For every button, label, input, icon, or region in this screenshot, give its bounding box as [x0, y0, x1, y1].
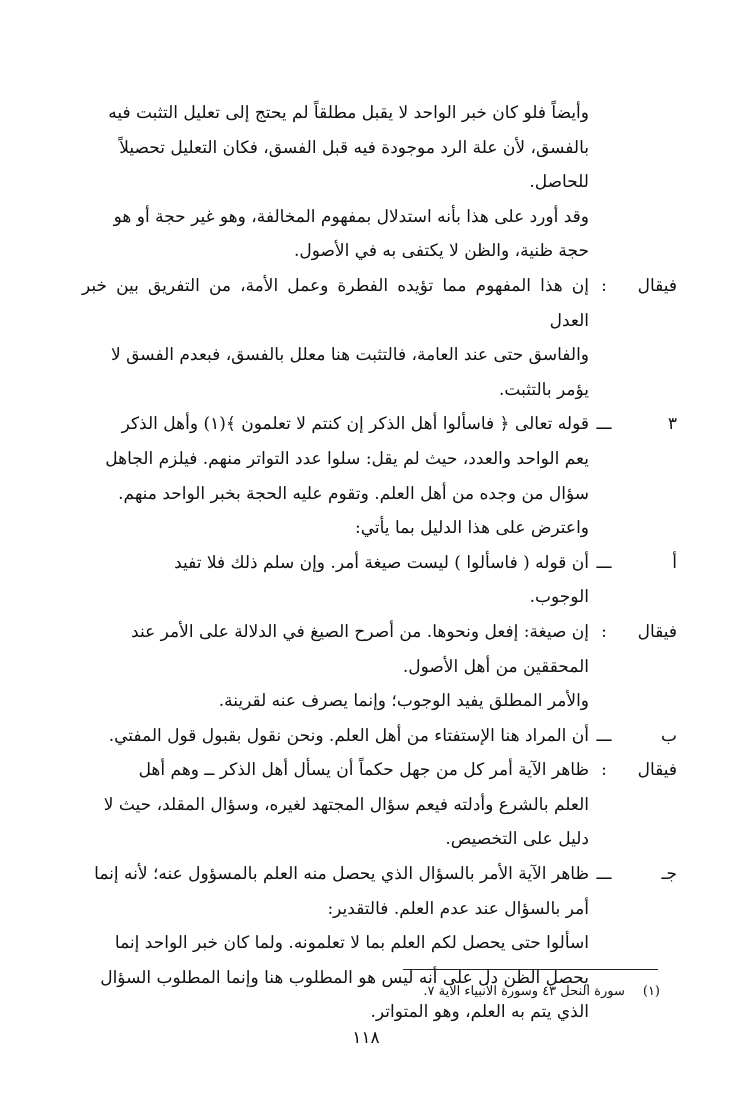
label-separator [589, 96, 619, 200]
paragraph-text [82, 615, 589, 719]
label-separator: : [601, 760, 607, 781]
label-separator: : [601, 621, 607, 642]
page-number: ١١٨ [352, 1028, 380, 1048]
paragraph-block [82, 269, 677, 407]
text-line: ظاهر الآية الأمر بالسؤال الذي يحصل منه العلم بالمسؤول عنه؛ لأنه إنما [94, 864, 589, 885]
text-line: أمر بالسؤال عند عدم العلم. فالتقدير: [327, 898, 589, 919]
label-separator [589, 200, 619, 269]
paragraph-text [82, 546, 589, 615]
paragraph-label [589, 857, 677, 1030]
page-body [82, 96, 677, 1030]
paragraph-block [82, 407, 677, 545]
text-line: الوجوب. [529, 587, 589, 608]
text-line: يعم الواحد والعدد، حيث لم يقل: سلوا عدد التواتر منهم. فيلزم الجاهل [105, 448, 589, 469]
footnote-divider [403, 969, 658, 970]
label-separator: : [601, 275, 607, 296]
label-text: ٣ [667, 414, 677, 435]
text-line: والأمر المطلق يفيد الوجوب؛ وإنما يصرف عنه لقرينة. [218, 691, 589, 712]
label-text: ب [660, 725, 677, 746]
text-line: بالفسق، لأن علة الرد موجودة فيه قبل الفسق، فكان التعليل تحصيلاً [119, 137, 589, 158]
text-line: وأيضاً فلو كان خبر الواحد لا يقبل مطلقاً لم يحتج إلى تعليل التثبت فيه [108, 103, 589, 123]
footnote-text: سورة النحل ٤٣ وسورة الأنبياء الآية ٧. [423, 984, 625, 999]
paragraph-label [589, 200, 677, 269]
text-line: ظاهر الآية أمر كل من جهل حكماً أن يسأل أهل الذكر ــ وهم أهل [138, 760, 589, 781]
paragraph-text [82, 269, 589, 407]
label-separator: ـــ [596, 725, 612, 746]
paragraph-block [82, 96, 677, 200]
paragraph-block [82, 200, 677, 269]
text-line: قوله تعالى ﴿ فاسألوا أهل الذكر إن كنتم لا تعلمون ﴾(١) وأهل الذكر [121, 414, 589, 435]
paragraph-text [82, 753, 589, 857]
label-text: أ [672, 552, 677, 573]
paragraph-block [82, 615, 677, 719]
paragraph-label [589, 269, 677, 407]
label-text: فيقال [637, 275, 677, 296]
paragraph-block [82, 857, 677, 1030]
text-line: يؤمر بالتثبت. [499, 379, 589, 400]
paragraph-text [82, 407, 589, 545]
text-line: واعترض على هذا الدليل بما يأتي: [355, 518, 589, 539]
paragraph-label [589, 615, 677, 719]
text-line: العلم بالشرع وأدلته فيعم سؤال المجتهد لغيره، وسؤال المقلد، حيث لا [103, 794, 589, 815]
text-line: والفاسق حتى عند العامة، فالتثبت هنا معلل بالفسق، فبعدم الفسق لا [111, 345, 589, 366]
paragraph-block [82, 753, 677, 857]
label-text: فيقال [637, 760, 677, 781]
footnote [395, 980, 660, 1004]
paragraph-label [589, 753, 677, 857]
label-text [619, 96, 677, 200]
paragraph-block [82, 719, 677, 754]
text-line: الذي يتم به العلم، وهو المتواتر. [370, 1002, 589, 1023]
text-line: دليل على التخصيص. [445, 829, 589, 850]
text-line: إن صيغة: إفعل ونحوها. من أصرح الصيغ في الدلالة على الأمر عند [131, 621, 589, 642]
text-line: أن المراد هنا الإستفتاء من أهل العلم. ونحن نقول بقبول قول المفتي. [108, 725, 589, 746]
paragraph-text [82, 719, 589, 754]
label-text: فيقال [637, 621, 677, 642]
footnote-marker: (١) [642, 984, 660, 999]
text-line: إن هذا المفهوم مما تؤيده الفطرة وعمل الأمة، من التفريق بين خبر العدل [82, 275, 589, 331]
label-text [619, 200, 677, 269]
label-text: جـ [661, 864, 677, 885]
text-line: يحصل الظن دل على أنه ليس هو المطلوب هنا وإنما المطلوب السؤال [100, 967, 589, 988]
text-line: للحاصل. [529, 172, 589, 193]
paragraph-text [82, 200, 589, 269]
text-line: أن قوله ( فاسألوا ) ليست صيغة أمر. وإن سلم ذلك فلا تفيد [174, 552, 589, 573]
text-line: سؤال من وجده من أهل العلم. وتقوم عليه الحجة بخبر الواحد منهم. [118, 483, 589, 504]
text-line: المحققين من أهل الأصول. [402, 656, 589, 677]
label-separator: ـــ [596, 552, 612, 573]
paragraph-block [82, 546, 677, 615]
paragraph-label [589, 407, 677, 545]
paragraph-text [82, 96, 589, 200]
paragraph-label [589, 96, 677, 200]
paragraph-label [589, 546, 677, 615]
text-line: وقد أورد على هذا بأنه استدلال بمفهوم المخالفة، وهو غير حجة أو هو [113, 206, 589, 227]
text-line: حجة ظنية، والظن لا يكتفى به في الأصول. [293, 241, 589, 262]
text-line: اسألوا حتى يحصل لكم العلم بما لا تعلمونه. ولما كان خبر الواحد إنما [114, 933, 589, 954]
label-separator: ـــ [596, 414, 612, 435]
paragraph-text [82, 857, 589, 1030]
label-separator: ـــ [596, 864, 612, 885]
paragraph-label [589, 719, 677, 754]
